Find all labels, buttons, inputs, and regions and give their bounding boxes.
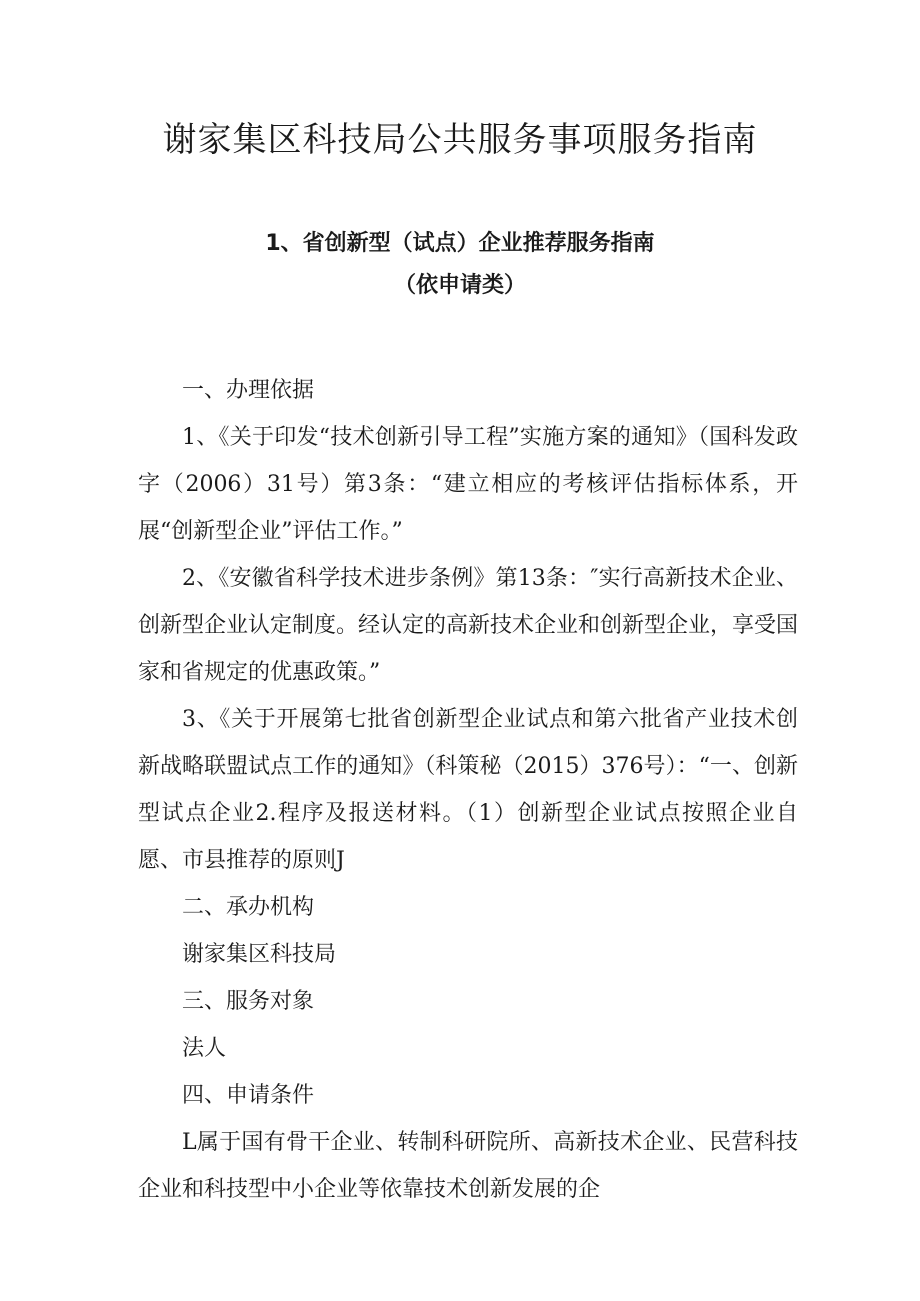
section-heading-agency: 二、承办机构 — [182, 895, 315, 920]
basis-paragraph-3: 3、《关于开展第七批省创新型企业试点和第六批省产业技术创新战略联盟试点工作的通知》（科策秘（2015）376号）：“一、创新型试点企业2.程序及报送材料。（1）创新型企业试点按照企业自愿、市县推荐的原则J — [138, 707, 798, 873]
document-subtitle: 1、省创新型（试点）企业推荐服务指南 — [265, 231, 655, 256]
document-body — [138, 367, 798, 1213]
agency-value: 谢家集区科技局 — [182, 942, 337, 967]
section-heading-conditions: 四、申请条件 — [182, 1083, 315, 1108]
section-heading-basis: 一、办理依据 — [182, 378, 315, 403]
basis-paragraph-1: 1、《关于印发“技术创新引导工程”实施方案的通知》（国科发政字（2006）31号）第3条：“建立相应的考核评估指标体系，开展“创新型企业”评估工作。” — [138, 425, 798, 544]
conditions-paragraph-1: L属于国有骨干企业、转制科研院所、高新技术企业、民营科技企业和科技型中小企业等依靠技术创新发展的企 — [138, 1130, 798, 1202]
document-category: （依申请类） — [393, 273, 526, 298]
section-heading-target: 三、服务对象 — [182, 989, 315, 1014]
target-value: 法人 — [182, 1036, 227, 1061]
basis-paragraph-2: 2、《安徽省科学技术进步条例》第13条：″实行高新技术企业、创新型企业认定制度。经认定的高新技术企业和创新型企业，享受国家和省规定的优惠政策。” — [138, 566, 799, 685]
document-title: 谢家集区科技局公共服务事项服务指南 — [162, 120, 758, 160]
